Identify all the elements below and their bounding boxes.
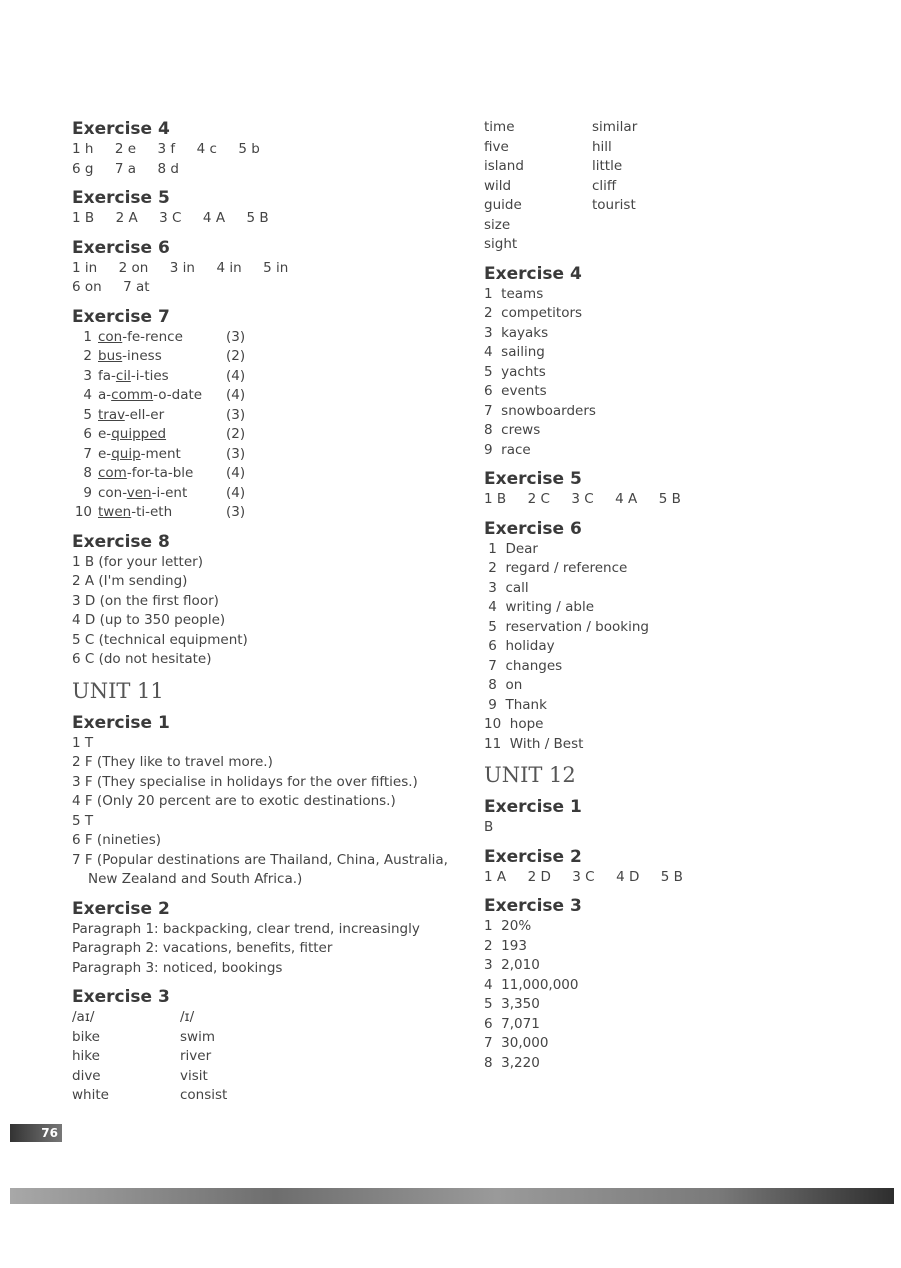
answer-line: 4 sailing [484, 344, 545, 360]
syllable-row [72, 328, 472, 348]
answer-line: 2 193 [484, 937, 527, 954]
word-list-continued [484, 118, 884, 255]
unit12-exercise-2 [484, 846, 884, 888]
syllable-word [98, 406, 226, 426]
answer-line: 9 race [484, 441, 531, 458]
unit12-exercise-3 [484, 895, 884, 1073]
word: tourist [592, 197, 636, 213]
answer-line: 8 crews [484, 422, 541, 438]
answer-line: 6 F (nineties) [72, 832, 162, 848]
stressed-syllable: trav [98, 406, 125, 423]
phoneme-i: /ɪ/ [180, 1009, 195, 1025]
item-number: 7 [83, 445, 92, 462]
word: island [484, 158, 524, 174]
answer-line: 1 A 2 D 3 C 4 D 5 B [484, 868, 683, 885]
answer-line: 5 C (technical equipment) [72, 631, 248, 648]
syllable-row [72, 484, 472, 504]
item-number: 6 [83, 426, 92, 442]
answer-line: B [484, 819, 494, 835]
answer-line: 2 regard / reference [484, 560, 628, 576]
answer-line: 1 teams [484, 285, 544, 302]
word: consist [180, 1087, 228, 1103]
answer-line: 3 2,010 [484, 957, 540, 973]
word: swim [180, 1028, 215, 1045]
answer-line: 4 writing / able [484, 599, 595, 615]
word-part: -i-ties [130, 367, 169, 384]
word-row [484, 235, 884, 255]
item-number: 2 [83, 348, 92, 364]
word: similar [592, 119, 638, 135]
word: river [180, 1048, 212, 1064]
syllable-word [98, 328, 226, 348]
answer-line: 4 D (up to 350 people) [72, 612, 226, 628]
word-part: a- [98, 387, 112, 403]
answer-line: 8 on [484, 677, 523, 693]
exercise-title: Exercise 2 [72, 898, 170, 919]
syllable-count: (4) [226, 465, 246, 481]
answer-line: 6 C (do not hesitate) [72, 651, 212, 667]
word-row [484, 196, 884, 216]
syllable-count: (3) [226, 406, 246, 423]
syllable-count: (3) [226, 445, 246, 462]
item-number: 3 [83, 367, 92, 384]
syllable-count: (3) [226, 328, 246, 345]
word: bike [72, 1028, 100, 1045]
word-part: e- [98, 426, 112, 442]
exercise-5 [484, 468, 884, 510]
exercise-4 [72, 118, 472, 179]
word: sight [484, 236, 518, 252]
word-row [72, 1047, 472, 1067]
answer-line: 7 snowboarders [484, 402, 596, 419]
stressed-syllable: bus [98, 348, 123, 364]
phoneme-header [72, 1008, 472, 1028]
word-row [72, 1086, 472, 1106]
exercise-8 [72, 531, 472, 670]
syllable-count: (3) [226, 504, 246, 520]
exercise-7 [72, 306, 472, 523]
unit11-exercise-2 [72, 898, 472, 979]
answer-line: 8 3,220 [484, 1054, 540, 1071]
answer-line: 6 g 7 a 8 d [72, 160, 179, 177]
word-part: fa- [98, 367, 116, 384]
syllable-word [98, 464, 226, 484]
unit11-exercise-1 [72, 712, 472, 890]
syllable-word [98, 347, 226, 367]
answer-line: 9 Thank [484, 696, 547, 713]
syllable-count: (4) [226, 484, 246, 501]
answer-line: 1 h 2 e 3 f 4 c 5 b [72, 141, 260, 157]
answer-line: Paragraph 1: backpacking, clear trend, increasingly [72, 920, 420, 937]
exercise-title: Exercise 1 [72, 712, 170, 733]
exercise-4 [484, 263, 884, 461]
stressed-syllable: twen [98, 504, 132, 520]
syllable-word [98, 445, 226, 465]
word: cliff [592, 177, 617, 194]
answer-line: 2 competitors [484, 305, 583, 321]
item-number: 8 [83, 465, 92, 481]
exercise-5 [72, 187, 472, 229]
word-row [484, 216, 884, 236]
exercise-6 [484, 518, 884, 755]
syllable-row [72, 367, 472, 387]
syllable-row [72, 464, 472, 484]
syllable-count: (4) [226, 387, 246, 403]
stressed-syllable: quipped [111, 426, 167, 442]
unit-heading: UNIT 11 [72, 678, 164, 703]
word-part: e- [98, 445, 112, 462]
answer-line: 1 B 2 A 3 C 4 A 5 B [72, 210, 269, 226]
word: white [72, 1087, 109, 1103]
word-part: con- [98, 484, 127, 501]
item-number: 1 [83, 328, 92, 345]
answer-line: 5 T [72, 812, 94, 829]
exercise-title: Exercise 1 [484, 797, 582, 817]
answer-line: 6 on 7 at [72, 279, 150, 295]
syllable-count: (2) [226, 426, 246, 442]
exercise-title: Exercise 7 [72, 306, 170, 327]
syllable-count: (4) [226, 367, 246, 384]
answer-line: 5 yachts [484, 363, 546, 380]
syllable-word [98, 425, 226, 445]
answer-line: 7 30,000 [484, 1035, 549, 1051]
answer-line: 3 call [484, 579, 529, 596]
exercise-title: Exercise 5 [72, 188, 170, 208]
exercise-title: Exercise 3 [484, 896, 582, 916]
answer-line: 5 3,350 [484, 996, 540, 1012]
item-number: 5 [83, 406, 92, 423]
stressed-syllable: quip [111, 445, 141, 462]
syllable-row [72, 386, 472, 406]
stressed-syllable: con [98, 328, 123, 345]
exercise-title: Exercise 2 [484, 846, 582, 867]
answer-line: 1 in 2 on 3 in 4 in 5 in [72, 259, 289, 276]
answer-line: 5 reservation / booking [484, 618, 649, 635]
answer-line: 4 11,000,000 [484, 976, 579, 993]
stressed-syllable: com [98, 465, 127, 481]
answer-line: Paragraph 3: noticed, bookings [72, 959, 283, 976]
page-number: 76 [10, 1124, 62, 1142]
exercise-title: Exercise 5 [484, 469, 582, 489]
word-part: -i-ent [151, 484, 188, 501]
answer-line: 3 F (They specialise in holidays for the over fifties.) [72, 773, 418, 790]
answer-line: 1 B (for your letter) [72, 553, 203, 570]
answer-line: 10 hope [484, 716, 544, 732]
answer-line: 1 Dear [484, 540, 538, 557]
answer-line: 3 kayaks [484, 324, 549, 341]
word-part: -ti-eth [131, 504, 173, 520]
answer-line: 7 F (Popular destinations are Thailand, China, Australia, New Zealand and South Africa.) [72, 851, 448, 887]
syllable-word [98, 367, 226, 387]
right-column [484, 118, 884, 1081]
stressed-syllable: ven [126, 484, 152, 501]
word-row [484, 138, 884, 158]
answer-line: Paragraph 2: vacations, benefits, fitter [72, 940, 333, 956]
exercise-title: Exercise 6 [72, 237, 170, 258]
answer-line: 3 D (on the first floor) [72, 592, 219, 609]
exercise-title: Exercise 6 [484, 518, 582, 539]
word: time [484, 119, 515, 135]
exercise-title: Exercise 4 [72, 119, 170, 139]
item-number: 4 [83, 387, 92, 403]
item-number: 9 [83, 484, 92, 501]
answer-line: 4 F (Only 20 percent are to exotic destinations.) [72, 793, 396, 809]
word: hike [72, 1048, 100, 1064]
word-part: -fe-rence [122, 328, 183, 345]
unit12-exercise-1 [484, 796, 884, 838]
syllable-word [98, 484, 226, 504]
stressed-syllable: cil [115, 367, 131, 384]
word: hill [592, 138, 612, 155]
word-part: -for-ta-ble [126, 465, 194, 481]
exercise-title: Exercise 8 [72, 531, 170, 552]
answer-line: 6 7,071 [484, 1015, 540, 1032]
left-column [72, 118, 472, 1114]
answer-line: 1 B 2 C 3 C 4 A 5 B [484, 491, 681, 507]
answer-line: 7 changes [484, 657, 563, 674]
answer-line: 11 With / Best [484, 735, 584, 752]
syllable-row [72, 445, 472, 465]
word: dive [72, 1067, 101, 1084]
footer-bar [10, 1188, 894, 1204]
word-part: -ment [140, 445, 181, 462]
answer-line: 1 T [72, 734, 94, 751]
syllable-word [98, 386, 226, 406]
word: five [484, 138, 509, 155]
word-row [484, 157, 884, 177]
phoneme-ai: /aɪ/ [72, 1009, 95, 1025]
word-row [72, 1028, 472, 1048]
word: guide [484, 197, 522, 213]
syllable-count: (2) [226, 348, 246, 364]
syllable-row [72, 425, 472, 445]
word-row [72, 1067, 472, 1087]
word-part: -ell-er [124, 406, 165, 423]
word-part: -o-date [153, 387, 203, 403]
answer-line: 6 holiday [484, 638, 555, 654]
word-row [484, 177, 884, 197]
word: size [484, 216, 511, 233]
syllable-row [72, 503, 472, 523]
answer-line: 2 F (They like to travel more.) [72, 754, 273, 770]
word-row [484, 118, 884, 138]
syllable-word [98, 503, 226, 523]
syllable-row [72, 347, 472, 367]
word-part: -iness [122, 348, 162, 364]
unit-heading: UNIT 12 [484, 763, 576, 787]
answer-line: 2 A (I'm sending) [72, 573, 188, 589]
syllable-row [72, 406, 472, 426]
exercise-title: Exercise 4 [484, 263, 582, 284]
stressed-syllable: comm [111, 387, 154, 403]
word: little [592, 158, 623, 174]
word: wild [484, 177, 512, 194]
answer-line: 6 events [484, 383, 547, 399]
word: visit [180, 1067, 208, 1084]
answer-line: 1 20% [484, 918, 532, 934]
exercise-title: Exercise 3 [72, 987, 170, 1007]
item-number: 10 [74, 504, 92, 520]
exercise-6 [72, 237, 472, 298]
unit11-exercise-3 [72, 986, 472, 1106]
